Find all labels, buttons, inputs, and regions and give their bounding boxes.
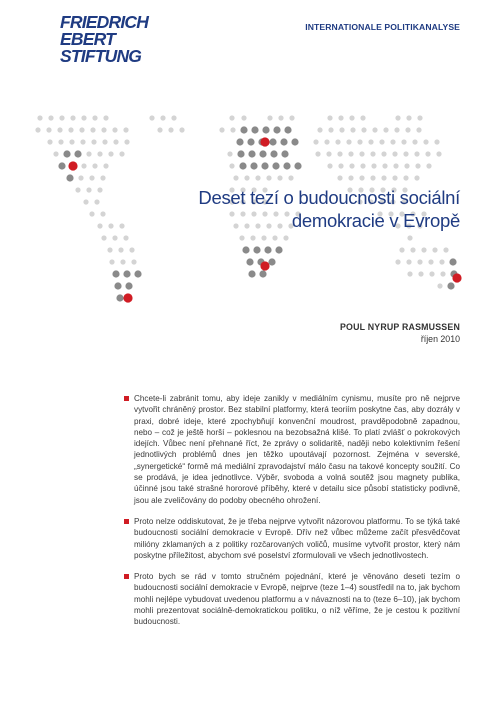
map-dot xyxy=(328,127,333,132)
map-dot xyxy=(248,150,255,157)
map-dot xyxy=(405,127,410,132)
map-dot xyxy=(123,127,128,132)
map-dot xyxy=(360,115,365,120)
map-dot xyxy=(237,150,244,157)
logo-line-2: EBERT xyxy=(60,29,115,49)
map-dot xyxy=(359,151,364,156)
map-dot xyxy=(160,115,165,120)
map-dot xyxy=(168,127,173,132)
page-title xyxy=(130,186,460,232)
map-dot xyxy=(233,175,238,180)
map-dot xyxy=(407,235,412,240)
map-dot xyxy=(425,151,430,156)
map-dot xyxy=(278,115,283,120)
map-dot xyxy=(129,247,134,252)
map-dot xyxy=(120,259,125,264)
red-bullet-icon xyxy=(124,396,129,401)
map-dot-highlight xyxy=(260,137,269,146)
map-dot xyxy=(123,270,130,277)
title-line-1: Deset tezí o budoucnosti sociální xyxy=(198,187,460,208)
map-dot xyxy=(149,115,154,120)
map-dot xyxy=(395,115,400,120)
map-dot xyxy=(417,115,422,120)
map-dot xyxy=(404,163,409,168)
map-dot xyxy=(273,126,280,133)
red-bullet-icon xyxy=(124,574,129,579)
map-dot xyxy=(250,235,255,240)
summary-paragraph xyxy=(134,571,460,627)
map-dot xyxy=(103,163,108,168)
map-dot xyxy=(97,187,102,192)
map-dot xyxy=(437,283,442,288)
map-dot xyxy=(449,258,456,265)
map-dot xyxy=(370,175,375,180)
summary-text: Chcete-li zabránit tomu, aby ideje zanikly v mediálním cynismu, musíte pro ně nejprve vytvořit chráněný prostor. Bez stabilní platformy, která teoriím poskytne čas, aby dozrály v praxi, dobré ideje, které zpochybňují konvenční moudrost, pravděpodobně zapadnou, nebo – což je ještě horší – poklesnou na bezobsažná klišé. To platí zvlášť o pokrokových idejích. Vůbec není přehnané říct, že zprávy o solidaritě, naději nebo kolektivním řešení jednotlivých problémů dnes jen těžko upoutávají pozornost. Zejména v severské, „synergetické“ formě má mediální zpravodajství málo času na takové koncepty soužití. Co se prodává, je idea jednotlivce. Výběr, svoboda a volná soutěž jsou magnety publika, účinné jsou také strašné hororové příběhy, které v detailu sice působí statisticky podivně, jsou ale zveličovány do podoby obecného ohrožení. xyxy=(134,394,460,505)
map-dot xyxy=(283,235,288,240)
map-dot xyxy=(357,139,362,144)
map-dot xyxy=(350,127,355,132)
map-dot xyxy=(268,258,275,265)
map-dot xyxy=(390,139,395,144)
map-dot xyxy=(436,151,441,156)
map-dot xyxy=(259,150,266,157)
map-dot xyxy=(239,235,244,240)
map-dot xyxy=(227,151,232,156)
map-dot xyxy=(103,115,108,120)
map-dot xyxy=(69,139,74,144)
map-dot xyxy=(288,175,293,180)
map-dot xyxy=(381,151,386,156)
map-dot xyxy=(394,127,399,132)
map-dot xyxy=(291,138,298,145)
map-dot xyxy=(407,271,412,276)
map-dot xyxy=(229,115,234,120)
map-dot xyxy=(101,127,106,132)
map-dot xyxy=(439,259,444,264)
map-dot xyxy=(86,151,91,156)
map-dot xyxy=(326,151,331,156)
map-dot xyxy=(313,139,318,144)
map-dot xyxy=(112,127,117,132)
map-dot xyxy=(395,259,400,264)
map-dot xyxy=(240,126,247,133)
map-dot xyxy=(102,139,107,144)
map-dot xyxy=(412,139,417,144)
author-name: POUL NYRUP RASMUSSEN xyxy=(339,322,460,332)
summary-paragraph xyxy=(134,516,460,561)
map-dot xyxy=(236,138,243,145)
map-dot xyxy=(423,139,428,144)
map-dot-highlight xyxy=(68,161,77,170)
red-bullet-icon xyxy=(124,519,129,524)
map-dot xyxy=(241,115,246,120)
map-dot xyxy=(46,127,51,132)
map-dot xyxy=(57,127,62,132)
map-dot xyxy=(81,115,86,120)
map-dot-highlight xyxy=(260,261,269,270)
map-dot xyxy=(83,199,88,204)
map-dot xyxy=(79,127,84,132)
map-dot xyxy=(348,151,353,156)
map-dot xyxy=(66,174,73,181)
map-dot xyxy=(275,246,282,253)
map-dot xyxy=(259,270,266,277)
map-dot xyxy=(116,294,123,301)
map-dot xyxy=(429,271,434,276)
map-dot xyxy=(251,126,258,133)
map-dot xyxy=(35,127,40,132)
summary-paragraph xyxy=(134,393,460,506)
map-dot xyxy=(48,115,53,120)
map-dot xyxy=(401,139,406,144)
map-dot xyxy=(368,139,373,144)
map-dot xyxy=(393,163,398,168)
map-dot xyxy=(37,115,42,120)
map-dot xyxy=(403,175,408,180)
map-dot xyxy=(432,247,437,252)
map-dot xyxy=(317,127,322,132)
map-dot xyxy=(289,115,294,120)
map-dot xyxy=(335,139,340,144)
map-dot xyxy=(47,139,52,144)
map-dot xyxy=(269,138,276,145)
map-dot xyxy=(338,115,343,120)
map-dot xyxy=(100,175,105,180)
map-dot xyxy=(284,126,291,133)
map-dot xyxy=(339,127,344,132)
map-dot xyxy=(410,247,415,252)
map-dot xyxy=(283,162,290,169)
map-dot xyxy=(59,115,64,120)
map-dot xyxy=(383,127,388,132)
map-dot xyxy=(434,139,439,144)
map-dot xyxy=(421,247,426,252)
map-dot xyxy=(250,162,257,169)
map-dot xyxy=(261,235,266,240)
summary-text: Proto bych se rád v tomto stručném pojednání, které je věnováno deseti tezím o budoucnosti sociální demokracie v Evropě, nejprve (teze 1–4) soustředil na to, jak bychom mohli nejlépe vybudovat uvedenou platformu a v návaznosti na to (teze 6–10), jak bychom mohli prezentovat sociálně-demokratickou politiku, o níž věříme, že je cestou k pozitivní budoucnosti. xyxy=(134,572,460,627)
map-dot xyxy=(443,247,448,252)
map-dot xyxy=(58,162,65,169)
map-dot xyxy=(108,151,113,156)
map-dot xyxy=(119,151,124,156)
map-dot xyxy=(248,270,255,277)
map-dot xyxy=(414,175,419,180)
map-dot xyxy=(171,115,176,120)
map-dot xyxy=(447,282,454,289)
map-dot xyxy=(68,127,73,132)
map-dot xyxy=(372,127,377,132)
map-dot xyxy=(270,150,277,157)
map-dot xyxy=(112,270,119,277)
title-line-2: demokracie v Evropě xyxy=(291,210,460,231)
map-dot xyxy=(255,175,260,180)
map-dot xyxy=(349,163,354,168)
map-dot xyxy=(264,246,271,253)
map-dot xyxy=(131,259,136,264)
map-dot xyxy=(107,247,112,252)
map-dot xyxy=(114,282,121,289)
map-dot xyxy=(403,151,408,156)
map-dot xyxy=(440,271,445,276)
map-dot xyxy=(108,223,113,228)
map-dot xyxy=(80,139,85,144)
map-dot-highlight xyxy=(123,293,132,302)
map-dot xyxy=(97,151,102,156)
map-dot xyxy=(426,163,431,168)
map-dot xyxy=(262,126,269,133)
map-dot xyxy=(392,175,397,180)
map-dot xyxy=(242,246,249,253)
map-dot xyxy=(315,151,320,156)
map-dot xyxy=(379,139,384,144)
map-dot xyxy=(280,138,287,145)
map-dot xyxy=(123,235,128,240)
map-dot xyxy=(406,115,411,120)
map-dot xyxy=(109,259,114,264)
map-dot xyxy=(370,151,375,156)
map-dot xyxy=(349,115,354,120)
map-dot xyxy=(277,175,282,180)
map-dot xyxy=(74,150,81,157)
map-dot xyxy=(179,127,184,132)
map-dot xyxy=(78,175,83,180)
map-dot xyxy=(92,115,97,120)
map-dot xyxy=(266,175,271,180)
map-dot xyxy=(157,127,162,132)
map-dot xyxy=(97,223,102,228)
map-dot xyxy=(272,162,279,169)
map-dot xyxy=(415,163,420,168)
map-dot xyxy=(89,211,94,216)
map-dot xyxy=(113,139,118,144)
map-dot xyxy=(348,175,353,180)
map-dot xyxy=(382,163,387,168)
map-dot xyxy=(346,139,351,144)
map-dot xyxy=(75,187,80,192)
map-dot xyxy=(230,127,235,132)
map-dot xyxy=(94,199,99,204)
map-dot-highlight xyxy=(452,273,461,282)
map-dot xyxy=(86,187,91,192)
map-dot xyxy=(406,259,411,264)
map-dot xyxy=(90,127,95,132)
map-dot xyxy=(361,127,366,132)
series-label: INTERNATIONALE POLITIKANALYSE xyxy=(305,22,460,32)
map-dot xyxy=(91,139,96,144)
map-dot xyxy=(81,163,86,168)
map-dot xyxy=(267,115,272,120)
logo-line-1: FRIEDRICH xyxy=(60,12,149,32)
map-dot xyxy=(399,247,404,252)
map-dot xyxy=(246,258,253,265)
map-dot xyxy=(324,139,329,144)
map-dot xyxy=(294,162,301,169)
map-dot xyxy=(360,163,365,168)
map-dot xyxy=(337,175,342,180)
map-dot xyxy=(219,127,224,132)
summary-text: Proto nelze oddiskutovat, že je třeba nejprve vytvořit názorovou platformu. To se týká také budoucnosti sociální demokracie v Evropě. Dřív než vůbec můžeme začít přesvědčovat milióny zklamaných a z politiky rozčarovaných voličů, musíme vytvořit prostor, který nám poskytne příležitost, abychom své poselství zformulovali ve všech jednotlivostech. xyxy=(134,516,460,560)
map-dot xyxy=(100,211,105,216)
map-dot xyxy=(124,139,129,144)
map-dot xyxy=(119,223,124,228)
map-dot xyxy=(327,115,332,120)
map-dot xyxy=(428,259,433,264)
map-dot xyxy=(118,247,123,252)
map-dot xyxy=(416,127,421,132)
map-dot xyxy=(244,175,249,180)
map-dot xyxy=(101,235,106,240)
map-dot xyxy=(134,270,141,277)
map-dot xyxy=(53,151,58,156)
map-dot xyxy=(414,151,419,156)
map-dot xyxy=(281,150,288,157)
map-dot xyxy=(418,271,423,276)
map-dot xyxy=(417,259,422,264)
publication-date: říjen 2010 xyxy=(420,334,460,344)
map-dot xyxy=(247,138,254,145)
map-dot xyxy=(392,151,397,156)
map-dot xyxy=(125,282,132,289)
map-dot xyxy=(112,235,117,240)
dotted-world-map xyxy=(0,0,504,320)
map-dot xyxy=(253,246,260,253)
map-dot xyxy=(272,235,277,240)
map-dot xyxy=(381,175,386,180)
map-dot xyxy=(58,139,63,144)
map-dot xyxy=(359,175,364,180)
map-dot xyxy=(338,163,343,168)
summary-block xyxy=(134,393,460,638)
map-dot xyxy=(261,162,268,169)
map-dot xyxy=(371,163,376,168)
map-dot xyxy=(63,150,70,157)
map-dot xyxy=(239,162,246,169)
map-dot xyxy=(327,163,332,168)
map-dot xyxy=(92,163,97,168)
logo-line-3: STIFTUNG xyxy=(60,46,142,66)
map-dot xyxy=(229,163,234,168)
map-dot xyxy=(70,115,75,120)
map-dot xyxy=(89,175,94,180)
map-dot xyxy=(337,151,342,156)
